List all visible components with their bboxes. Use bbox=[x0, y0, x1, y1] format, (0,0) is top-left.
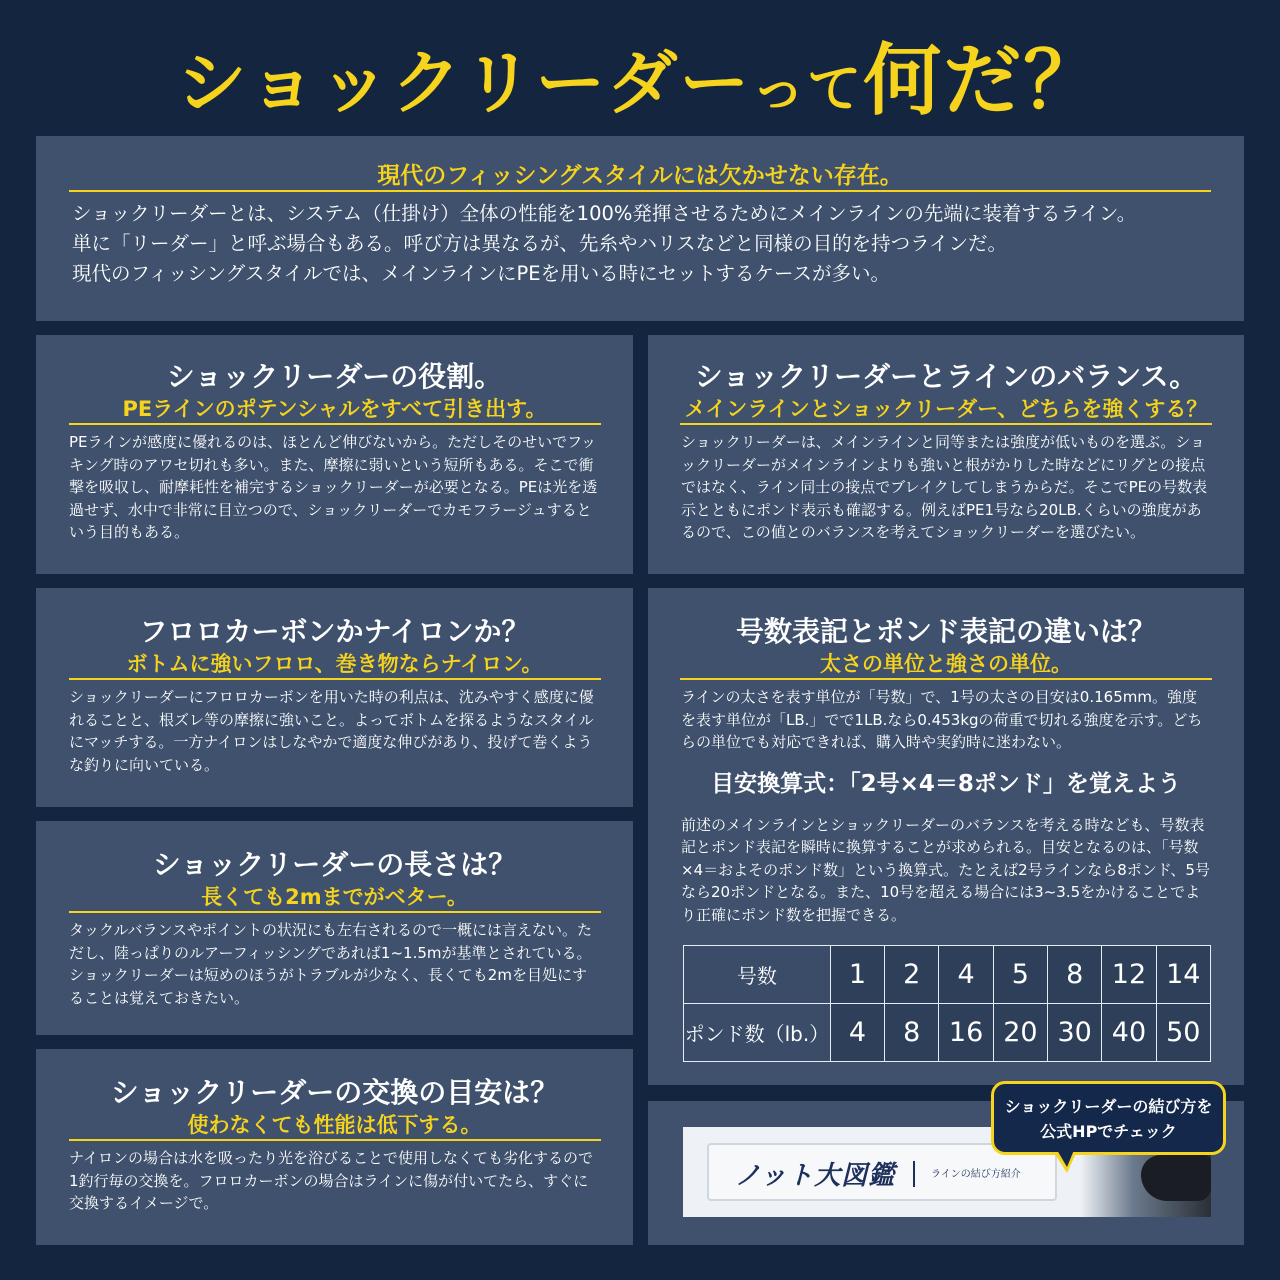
material-text: ショックリーダーにフロロカーボンを用いた時の利点は、沈みやすく感度に優れることと、根ズレ等の摩擦に強いこと。よってボトムを探るようなスタイルにマッチする。一方ナイロンはしなやかで適度な伸びがあり、投げて巻くような釣りに向いている。 bbox=[69, 688, 594, 774]
hand-icon bbox=[1141, 1155, 1211, 1201]
banner-logo: ノット大図鑑 bbox=[735, 1161, 896, 1191]
units-title: 号数表記とポンド表記の違いは？ bbox=[735, 615, 1156, 648]
intro-panel bbox=[36, 136, 1244, 321]
replace-title: ショックリーダーの交換の目安は？ bbox=[110, 1076, 559, 1109]
table-cell: 50 bbox=[1156, 1004, 1210, 1062]
intro-line: 単に「リーダー」と呼ぶ場合もある。呼び方は異なるが、先糸やハリスなどと同様の目的を持つラインだ。 bbox=[72, 232, 1008, 255]
table-cell: 1 bbox=[830, 946, 884, 1004]
role-panel bbox=[36, 335, 633, 574]
table-header-pound: ポンド数（lb.） bbox=[684, 1004, 831, 1062]
replace-text: ナイロンの場合は水を吸ったり光を浴びることで使用しなくても劣化するので1釣行毎の交換を。フロロカーボンの場合はラインに傷が付いてたら、すぐに交換するイメージで。 bbox=[69, 1149, 593, 1212]
table-cell: 4 bbox=[830, 1004, 884, 1062]
length-title: ショックリーダーの長さは？ bbox=[152, 848, 517, 881]
replace-subtitle: 使わなくても性能は低下する。 bbox=[187, 1113, 482, 1137]
role-text: PEラインが感度に優れるのは、ほとんど伸びないから。ただしそのせいでフッキング時のアワセ切れも多い。また、摩擦に弱いという短所もある。そこで衝撃を吸収し、耐摩耗性を補完するショックリーダーが必要となる。PEは光を透過せず、水中で非常に目立つので、ショックリーダーでカモフラージュするという目的もある。 bbox=[69, 433, 598, 541]
table-cell: 2 bbox=[885, 946, 939, 1004]
callout-tail-inner bbox=[1057, 1150, 1074, 1167]
main-title-part3: 何だ？ bbox=[863, 36, 1104, 126]
intro-line: 現代のフィッシングスタイルでは、メインラインにPEを用いる時にセットするケースが多い。 bbox=[72, 262, 891, 285]
table-row bbox=[684, 946, 1211, 1004]
material-subtitle: ボトムに強いフロロ、巻き物ならナイロン。 bbox=[126, 652, 543, 676]
intro-text bbox=[36, 192, 1244, 289]
official-site-callout[interactable] bbox=[991, 1081, 1226, 1155]
intro-line: ショックリーダーとは、システム（仕掛け）全体の性能を100%発揮させるためにメインラインの先端に装着するライン。 bbox=[72, 202, 1137, 225]
formula-title: 目安換算式：「2号×4＝8ポンド」を覚えよう bbox=[711, 770, 1181, 797]
intro-heading: 現代のフィッシングスタイルには欠かせない存在。 bbox=[377, 163, 903, 189]
role-title: ショックリーダーの役割。 bbox=[166, 360, 503, 393]
formula-text: 前述のメインラインとショックリーダーのバランスを考える時なども、号数表記とポンド表記を瞬時に換算することが求められる。目安となるのは、「号数×4＝およそのポンド数」という換算式。たとえば2号ラインなら8ポンド、5号なら20ポンドとなる。また、10号を超える場合には3~3.5をかけることでより正確にポンド数を把握できる。 bbox=[681, 815, 1210, 924]
length-subtitle: 長くても2mまでがベター。 bbox=[201, 885, 468, 909]
table-row bbox=[684, 1004, 1211, 1062]
table-cell: 5 bbox=[993, 946, 1047, 1004]
table-cell: 16 bbox=[939, 1004, 993, 1062]
knot-banner-panel bbox=[648, 1097, 1244, 1245]
units-text: ラインの太さを表す単位が「号数」で、1号の太さの目安は0.165mm。強度を表す単位が「LB.」でで1LB.なら0.453kgの荷重で切れる強度を示す。どちらの単位でも対応できれば、購入時や実釣時に迷わない。 bbox=[681, 688, 1203, 751]
length-panel bbox=[36, 821, 633, 1035]
table-cell: 40 bbox=[1102, 1004, 1156, 1062]
role-subtitle: PEラインのポテンシャルをすべて引き出す。 bbox=[122, 397, 547, 421]
table-cell: 4 bbox=[939, 946, 993, 1004]
balance-text: ショックリーダーは、メインラインと同等または強度が低いものを選ぶ。ショックリーダーがメインラインよりも強いと根がかりした時などにリグとの接点ではなく、ライン同士の接点でブレイクしてしまうからだ。そこでPEの号数表示とともにポンド表示も確認する。例えばPE1号なら20LB.くらいの強度があるので、この値とのバランスを考えてショックリーダーを選びたい。 bbox=[681, 433, 1208, 541]
main-title-part1: ショックリーダー bbox=[176, 42, 752, 124]
table-cell: 8 bbox=[1048, 946, 1102, 1004]
callout-line: ショックリーダーの結び方を bbox=[1004, 1097, 1213, 1116]
table-cell: 20 bbox=[993, 1004, 1047, 1062]
length-text: タックルバランスやポイントの状況にも左右されるので一概には言えない。ただし、陸っぱりのルアーフィッシングであれば1~1.5mが基準とされている。ショックリーダーは短めのほうがトラブルが少なく、長くても2mを目処にすることは覚えておきたい。 bbox=[69, 921, 593, 1007]
balance-panel bbox=[648, 335, 1244, 574]
banner-separator bbox=[913, 1161, 915, 1187]
table-cell: 14 bbox=[1156, 946, 1210, 1004]
conversion-table bbox=[683, 945, 1211, 1062]
main-title-part2: って bbox=[751, 57, 864, 120]
table-cell: 8 bbox=[885, 1004, 939, 1062]
callout-line: 公式HPでチェック bbox=[1040, 1122, 1177, 1141]
banner-tagline: ラインの結び方紹介 bbox=[931, 1169, 1021, 1180]
material-title: フロロカーボンかナイロンか？ bbox=[139, 615, 530, 648]
balance-subtitle: メインラインとショックリーダー、どちらを強くする？ bbox=[684, 397, 1208, 421]
balance-title: ショックリーダーとラインのバランス。 bbox=[694, 360, 1198, 393]
table-cell: 12 bbox=[1102, 946, 1156, 1004]
material-panel bbox=[36, 588, 633, 807]
units-panel bbox=[648, 588, 1244, 1085]
replace-panel bbox=[36, 1049, 633, 1245]
main-title bbox=[0, 36, 1280, 134]
table-cell: 30 bbox=[1048, 1004, 1102, 1062]
units-subtitle: 太さの単位と強さの単位。 bbox=[820, 652, 1072, 676]
table-header-gou: 号数 bbox=[684, 946, 831, 1004]
